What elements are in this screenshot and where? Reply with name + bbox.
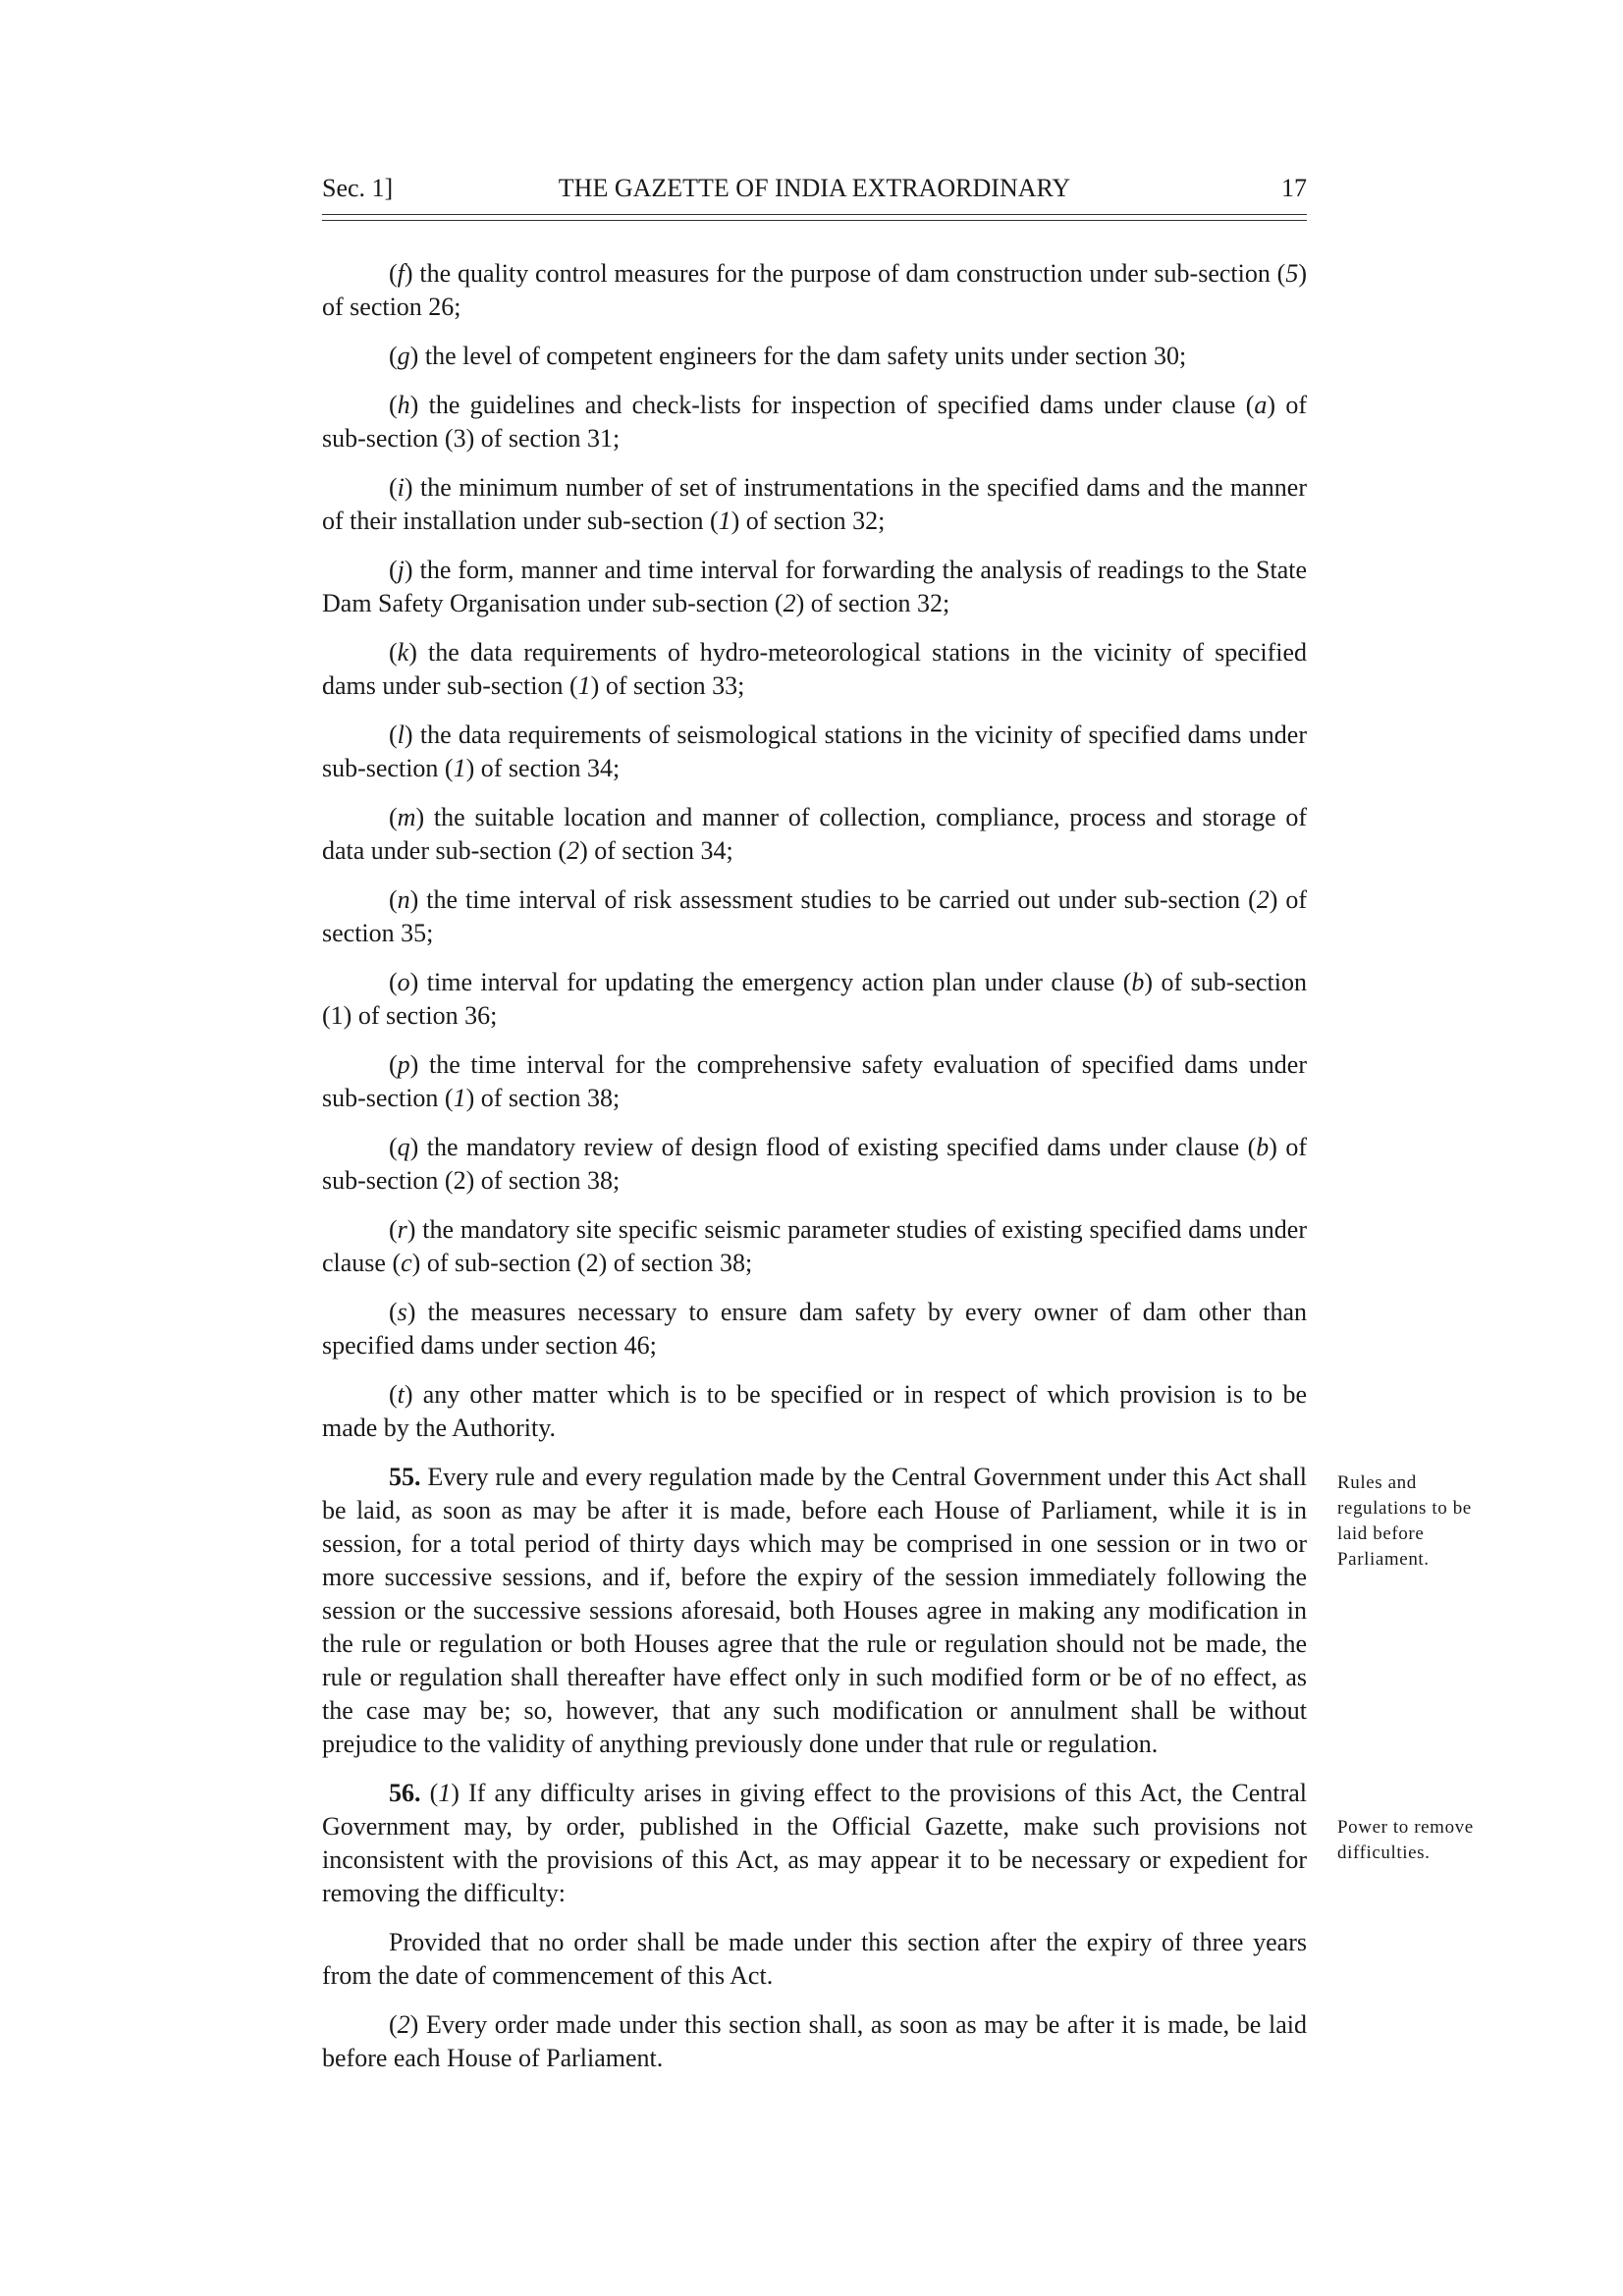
clause-text: the level of competent engineers for the dam safety units under section 30; (418, 342, 1187, 370)
clause-text: any other matter which is to be specified or in respect of which provision is to be made by the Authority. (322, 1380, 1307, 1442)
header-rule-top (322, 214, 1307, 215)
clause-text-tail: ) of sub-section (1) of section 36; (322, 968, 1307, 1030)
clause-label: (o) (389, 968, 419, 996)
clause-reference: 2 (1256, 885, 1270, 914)
clause-text-tail: ) of sub-section (2) of section 38; (411, 1249, 753, 1277)
clause-label: (p) (389, 1050, 419, 1079)
clause-letter: i (397, 473, 405, 502)
clause-label: (i) (389, 473, 413, 502)
clause-reference: 1 (718, 507, 731, 535)
clause-letter: p (397, 1050, 410, 1079)
clause-letter: t (397, 1380, 405, 1409)
clause-label: (g) (389, 342, 419, 370)
clause-letter: m (397, 803, 416, 831)
clause-text: the data requirements of seismological stations in the vicinity of specified dams under sub-section ( (322, 721, 1307, 782)
clause-text-tail: ) of section 26; (322, 259, 1307, 321)
clause-label: (r) (389, 1215, 416, 1244)
margin-note-section-56: Power to remove difficulties. (1337, 1817, 1474, 1863)
clause-l (322, 719, 1307, 785)
clause-text-tail: ) of section 33; (590, 671, 745, 700)
clause-t (322, 1378, 1307, 1445)
section-56-subsection-2 (322, 2008, 1307, 2075)
clause-r (322, 1213, 1307, 1280)
clause-letter: q (397, 1133, 410, 1161)
clause-text: the quality control measures for the purpose of dam construction under sub-section ( (412, 259, 1286, 288)
clause-letter: k (397, 638, 409, 667)
clause-m (322, 801, 1307, 868)
clause-s (322, 1296, 1307, 1362)
clause-n (322, 883, 1307, 950)
page-number: 17 (1281, 174, 1307, 202)
gazette-title: THE GAZETTE OF INDIA EXTRAORDINARY (558, 174, 1071, 202)
clause-o (322, 966, 1307, 1033)
clause-text-tail: ) of sub-section (2) of section 38; (322, 1133, 1307, 1195)
clause-label: (l) (389, 721, 413, 749)
clause-letter: f (397, 259, 405, 288)
clause-letter: l (397, 721, 405, 749)
clause-text: the mandatory review of design flood of existing specified dams under clause ( (418, 1133, 1257, 1161)
page-header (322, 173, 1307, 204)
clause-label: (f) (389, 259, 413, 288)
header-rule-bottom (322, 220, 1307, 221)
clause-label: (m) (389, 803, 425, 831)
clause-text: the time interval of risk assessment studies to be carried out under sub-section ( (418, 885, 1257, 914)
clause-letter: r (397, 1215, 407, 1244)
section-56-sub1-text: ) If any difficulty arises in giving effect to the provisions of this Act, the Central Government may, by order, published in the Official Gazette, make such provisions not inconsistent with the provisions of this Act, as may appear it to be necessary or expedient for removing the difficulty: (322, 1779, 1307, 1907)
clause-text-tail: ) of sub-section (3) of section 31; (322, 391, 1307, 453)
clause-text: time interval for updating the emergency action plan under clause ( (418, 968, 1132, 996)
clause-g (322, 340, 1307, 373)
clause-reference: 1 (453, 754, 466, 782)
clause-text: the suitable location and manner of collection, compliance, process and storage of data under sub-section ( (322, 803, 1307, 865)
subsection-label: 2 (397, 2010, 410, 2039)
clause-list (322, 257, 1307, 1445)
clause-reference: 2 (567, 836, 580, 865)
clause-reference: b (1131, 968, 1145, 996)
clause-letter: h (397, 391, 410, 419)
section-55 (322, 1461, 1307, 1761)
clause-h (322, 389, 1307, 455)
clause-label: (k) (389, 638, 417, 667)
section-56-proviso: Provided that no order shall be made under this section after the expiry of three years from the date of commencement of this Act. (322, 1928, 1307, 1990)
clause-letter: n (397, 885, 410, 914)
section-56-number: 56. (389, 1779, 421, 1807)
clause-i (322, 471, 1307, 538)
clause-text: the guidelines and check-lists for inspection of specified dams under clause ( (418, 391, 1255, 419)
section-marker: Sec. 1] (322, 174, 394, 202)
clause-text-tail: ) of section 32; (795, 589, 950, 617)
paren-open: ( (420, 1779, 439, 1807)
clause-label: (q) (389, 1133, 419, 1161)
clause-text-tail: ) of section 32; (730, 507, 886, 535)
clause-text-tail: ) of section 35; (322, 885, 1307, 947)
clause-label: (s) (389, 1298, 416, 1326)
clause-reference: 1 (577, 671, 591, 700)
clause-reference: b (1256, 1133, 1270, 1161)
section-56-sub2-text: ) Every order made under this section shall, as soon as may be after it is made, be laid before each House of Parliament. (322, 2010, 1307, 2072)
clause-reference: 1 (453, 1084, 466, 1112)
clause-label: (n) (389, 885, 419, 914)
clause-text: the form, manner and time interval for forwarding the analysis of readings to the State Dam Safety Organisation under sub-section ( (322, 556, 1307, 617)
section-56-subsection-1 (322, 1777, 1307, 1910)
clause-text-tail: ) of section 34; (579, 836, 733, 865)
clause-j (322, 554, 1307, 620)
clause-text: the minimum number of set of instrumentations in the specified dams and the manner of their installation under sub-section ( (322, 473, 1307, 535)
document-body (322, 257, 1307, 2091)
clause-text: the time interval for the comprehensive safety evaluation of specified dams under sub-section ( (322, 1050, 1307, 1112)
clause-letter: o (397, 968, 410, 996)
clause-q (322, 1131, 1307, 1198)
clause-text: the measures necessary to ensure dam safety by every owner of dam other than specified dams under section 46; (322, 1298, 1307, 1360)
clause-letter: s (397, 1298, 407, 1326)
clause-reference: 5 (1285, 259, 1299, 288)
clause-k (322, 636, 1307, 703)
clause-text: the data requirements of hydro-meteorological stations in the vicinity of specified dams under sub-section ( (322, 638, 1307, 700)
clause-text-tail: ) of section 38; (465, 1084, 621, 1112)
subsection-label: 1 (438, 1779, 452, 1807)
clause-label: (h) (389, 391, 419, 419)
paren-open: ( (389, 2010, 398, 2039)
clause-p (322, 1048, 1307, 1115)
clause-reference: a (1254, 391, 1268, 419)
margin-note-section-55: Rules and regulations to be laid before Parliament. (1337, 1472, 1472, 1570)
clause-label: (t) (389, 1380, 413, 1409)
clause-reference: c (401, 1249, 412, 1277)
section-55-number: 55. (389, 1463, 421, 1491)
clause-letter: g (397, 342, 410, 370)
clause-text: the mandatory site specific seismic parameter studies of existing specified dams under clause ( (322, 1215, 1307, 1277)
clause-label: (j) (389, 556, 413, 584)
clause-reference: 2 (783, 589, 796, 617)
clause-letter: j (397, 556, 405, 584)
clause-text-tail: ) of section 34; (465, 754, 621, 782)
clause-f (322, 257, 1307, 324)
section-55-text: Every rule and every regulation made by the Central Government under this Act shall be laid, as soon as may be after it is made, before each House of Parliament, while it is in session, for a total period of thirty days which may be comprised in one session or in two or more successive sessions, and if, before the expiry of the session immediately following the session or the successive sessions aforesaid, both Houses agree in making any modification in the rule or regulation or both Houses agree that the rule or regulation should not be made, the rule or regulation shall thereafter have effect only in such modified form or be of no effect, as the case may be; so, however, that any such modification or annulment shall be without prejudice to the validity of anything previously done under that rule or regulation. (322, 1463, 1307, 1758)
